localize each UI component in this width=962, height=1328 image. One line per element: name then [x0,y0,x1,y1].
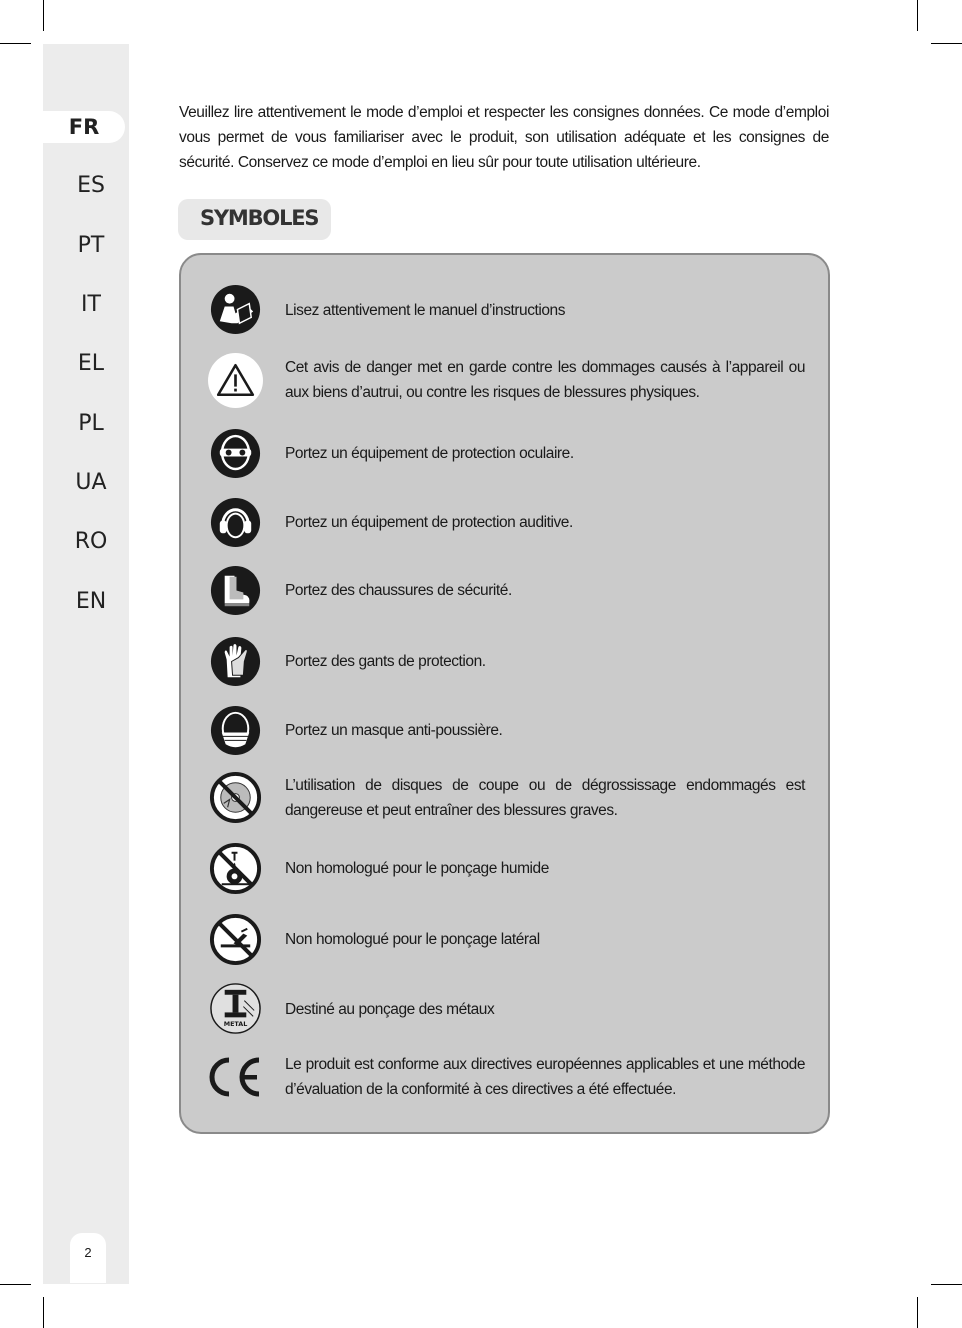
crop-mark [931,43,962,44]
symbol-text: Lisez attentivement le manuel d’instructions [285,302,566,319]
no-wet-sanding-icon [208,841,263,896]
metal-icon [208,981,263,1036]
crop-mark [0,1284,31,1285]
no-side-sanding-icon [208,912,263,967]
language-tab-pl[interactable]: PL [78,411,104,436]
crop-mark [0,43,31,44]
intro-paragraph: Veuillez lire attentivement le mode d’emploi et respecter les consignes données. Ce mode d’emploi vous permet de vous familiariser avec le produit, son utilisation adéquate et les consignes de sécurité. Conservez ce mode d’emploi en lieu sûr pour toute utilisation ultérieure. [179,104,829,171]
crop-mark [917,0,918,31]
dust-mask-icon [208,703,263,758]
read-manual-icon [208,282,263,337]
ear-protection-icon [208,495,263,550]
damaged-disc-prohibited-icon [208,770,263,825]
language-tab-es[interactable]: ES [77,173,105,198]
symbol-text: Portez un équipement de protection oculaire. [285,445,574,462]
language-tab-ro[interactable]: RO [74,529,108,554]
symbol-text: Le produit est conforme aux directives européennes applicables et une méthode d’évaluation de la conformité à ces directives a été effectuée. [285,1056,805,1098]
symbol-text: L’utilisation de disques de coupe ou de dégrossissage endommagés est dangereuse et peut entraîner des blessures graves. [285,777,805,819]
symbol-text: Destiné au ponçage des métaux [285,1001,495,1018]
gloves-icon [208,634,263,689]
crop-mark [917,1297,918,1328]
language-tab-pt[interactable]: PT [77,233,105,258]
page-number: 2 [70,1233,106,1283]
symbol-text: Portez un masque anti-poussière. [285,722,503,739]
warning-triangle-icon [207,352,264,409]
language-sidebar [43,44,129,1284]
symbol-text: Non homologué pour le ponçage latéral [285,931,540,948]
safety-boots-icon [208,563,263,618]
symbol-text: Non homologué pour le ponçage humide [285,860,549,877]
language-tab-el[interactable]: EL [77,351,105,376]
language-tab-en[interactable]: EN [75,589,107,614]
language-tab-fr[interactable]: FR [43,111,125,143]
metal-icon-label: METAL [223,1020,248,1029]
language-tab-it[interactable]: IT [81,292,101,317]
crop-mark [43,1297,44,1328]
crop-mark [43,0,44,31]
eye-protection-icon [208,426,263,481]
symbol-text: Portez des gants de protection. [285,653,486,670]
symbol-text: Portez un équipement de protection auditive. [285,514,573,531]
crop-mark [931,1284,962,1285]
section-title: SYMBOLES [200,206,319,230]
symbol-text: Cet avis de danger met en garde contre les dommages causés à l’appareil ou aux biens d’autrui, ou contre les risques de blessures physiques. [285,359,805,401]
language-tab-ua[interactable]: UA [75,470,107,495]
ce-mark-icon [205,1052,263,1102]
symbol-text: Portez des chaussures de sécurité. [285,582,512,599]
